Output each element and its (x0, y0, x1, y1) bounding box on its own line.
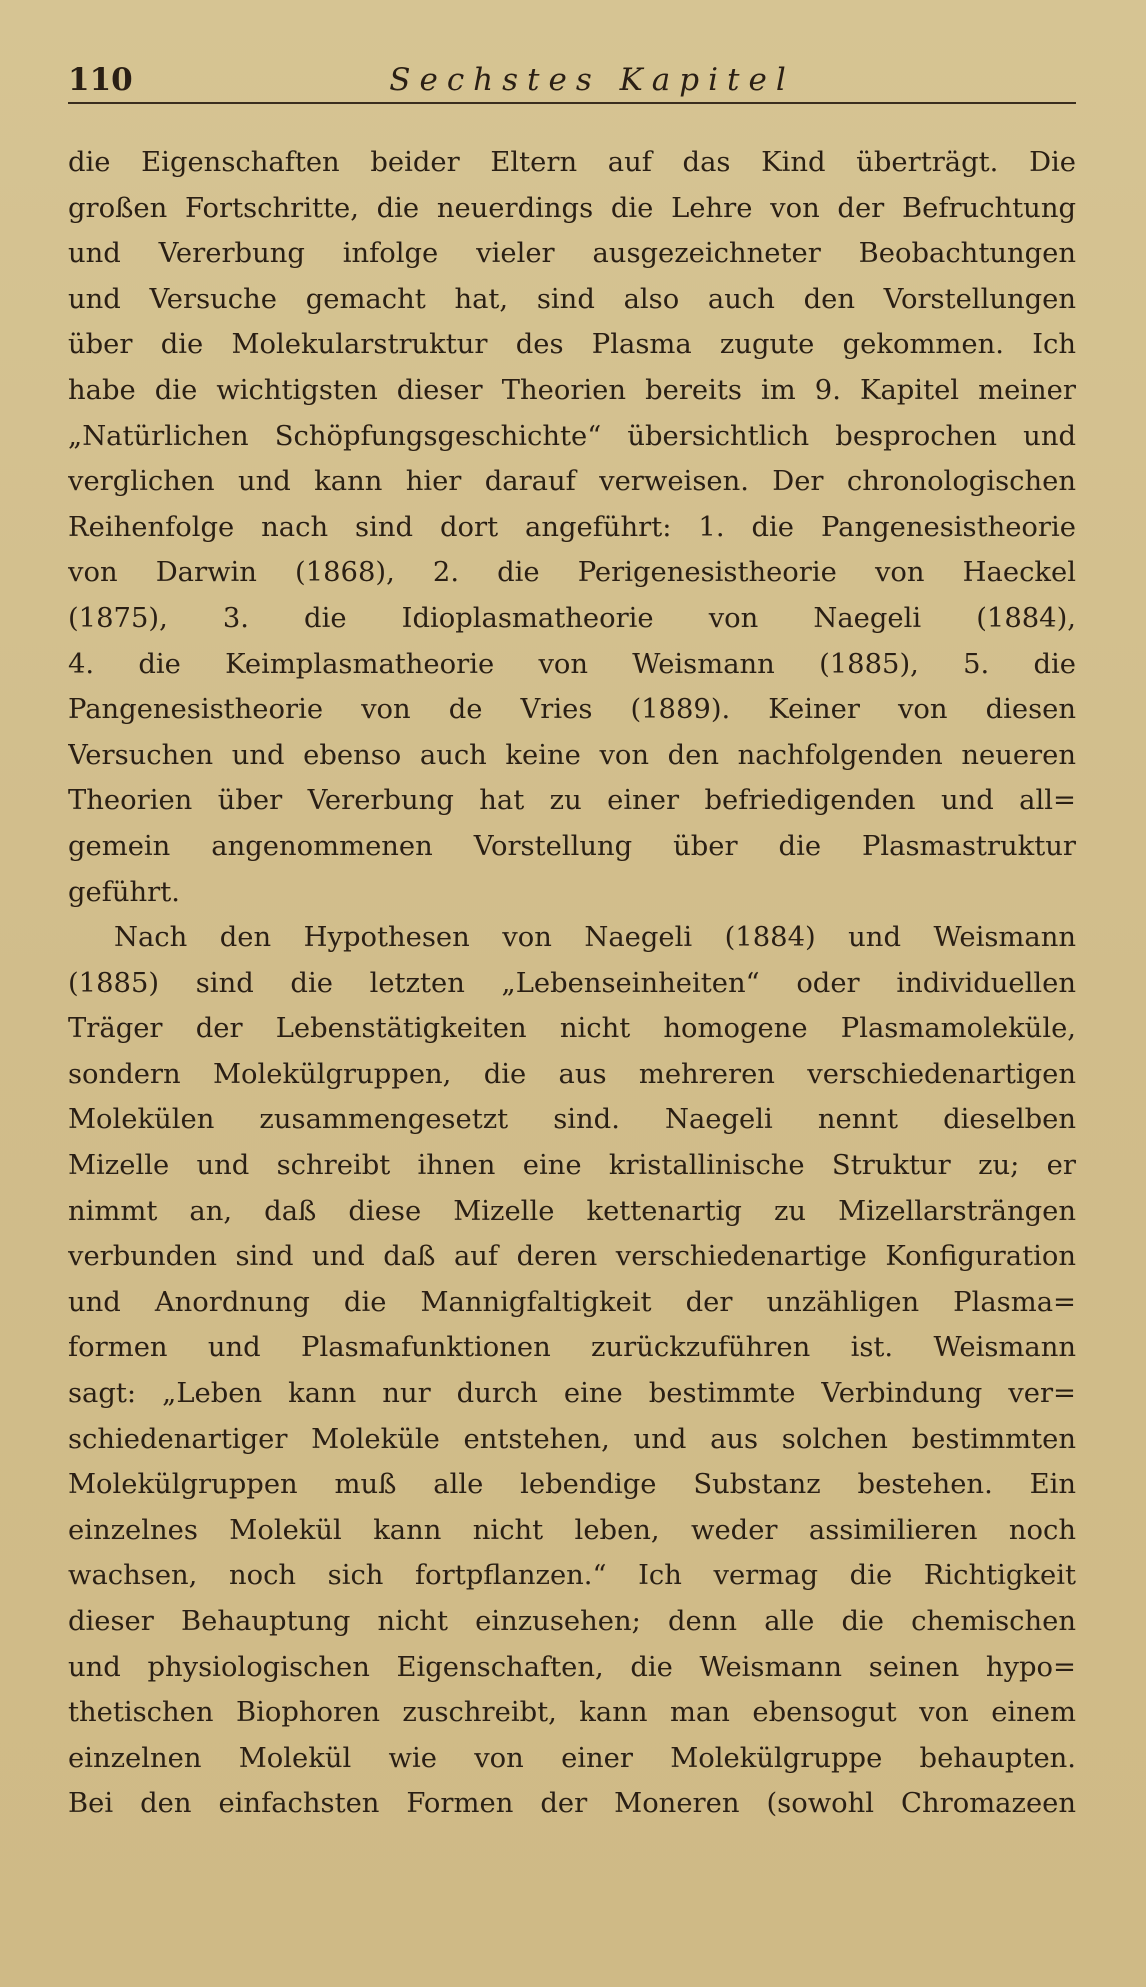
text-line: verglichen und kann hier darauf verweisen. Der chronologischen (68, 466, 1076, 498)
text-line: Pangenesistheorie von de Vries (1889). Keiner von diesen (68, 694, 1076, 726)
text-line: (1875), 3. die Idioplasmatheorie von Naegeli (1884), (68, 602, 1076, 634)
paragraph-1 (68, 140, 1076, 915)
running-title: Sechstes Kapitel (389, 62, 795, 98)
text-line: Molekülen zusammengesetzt sind. Naegeli nennt dieselben (68, 1104, 1076, 1136)
text-line: und Anordnung die Mannigfaltigkeit der unzähligen Plasma= (68, 1286, 1076, 1318)
text-line: über die Molekularstruktur des Plasma zugute gekommen. Ich (68, 329, 1076, 361)
text-line: wachsen, noch sich fortpflanzen.“ Ich vermag die Richtigkeit (68, 1560, 1076, 1592)
text-line: gemein angenommenen Vorstellung über die Plasmastruktur (68, 830, 1076, 862)
page-number: 110 (68, 62, 133, 98)
text-line: von Darwin (1868), 2. die Perigenesistheorie von Haeckel (68, 557, 1076, 589)
text-line: die Eigenschaften beider Eltern auf das Kind überträgt. Die (68, 147, 1076, 178)
text-line: schiedenartiger Moleküle entstehen, und aus solchen bestimmten (68, 1423, 1076, 1455)
text-line: „Natürlichen Schöpfungsgeschichte“ übersichtlich besprochen und (68, 420, 1076, 452)
text-line: dieser Behauptung nicht einzusehen; denn alle die chemischen (68, 1606, 1076, 1637)
text-line: einzelnen Molekül wie von einer Molekülgruppe behaupten. (68, 1742, 1076, 1774)
text-line: Bei den einfachsten Formen der Moneren (sowohl Chromazeen (68, 1788, 1076, 1820)
text-line: großen Fortschritte, die neuerdings die Lehre von der Befruchtung (68, 192, 1076, 224)
text-line: einzelnes Molekül kann nicht leben, weder assimilieren noch (68, 1514, 1076, 1546)
text-line: thetischen Biophoren zuschreibt, kann man ebensogut von einem (68, 1697, 1076, 1729)
text-line: und physiologischen Eigenschaften, die Weismann seinen hypo= (68, 1651, 1076, 1683)
text-line: verbunden sind und daß auf deren verschiedenartige Konfiguration (68, 1241, 1076, 1273)
text-line: Nach den Hypothesen von Naegeli (1884) und Weismann (114, 922, 1076, 954)
text-line: (1885) sind die letzten „Lebenseinheiten“ oder individuellen (68, 967, 1076, 999)
text-line: habe die wichtigsten dieser Theorien bereits im 9. Kapitel meiner (68, 374, 1076, 406)
text-line: und Versuche gemacht hat, sind also auch den Vorstellungen (68, 283, 1076, 315)
text-line: Theorien über Vererbung hat zu einer befriedigenden und all= (68, 785, 1076, 817)
text-line: Mizelle und schreibt ihnen eine kristallinische Struktur zu; er (68, 1150, 1076, 1182)
text-line: geführt. (68, 876, 180, 908)
text-line: 4. die Keimplasmatheorie von Weismann (1885), 5. die (68, 648, 1076, 680)
text-line: formen und Plasmafunktionen zurückzuführen ist. Weismann (68, 1332, 1076, 1364)
text-line: sondern Molekülgruppen, die aus mehreren verschiedenartigen (68, 1058, 1076, 1090)
body-text (68, 140, 1076, 1827)
text-line: Träger der Lebenstätigkeiten nicht homogene Plasmamoleküle, (68, 1013, 1076, 1045)
text-line: Versuchen und ebenso auch keine von den nachfolgenden neueren (68, 739, 1076, 771)
text-line: sagt: „Leben kann nur durch eine bestimmte Verbindung ver= (68, 1378, 1076, 1410)
text-line: und Vererbung infolge vieler ausgezeichneter Beobachtungen (68, 238, 1076, 270)
text-line: Molekülgruppen muß alle lebendige Substanz bestehen. Ein (68, 1469, 1076, 1501)
page-header (68, 50, 1076, 104)
text-line: nimmt an, daß diese Mizelle kettenartig zu Mizellarsträngen (68, 1195, 1076, 1227)
text-line: Reihenfolge nach sind dort angeführt: 1. die Pangenesistheorie (68, 511, 1076, 543)
paragraph-2 (68, 915, 1076, 1827)
